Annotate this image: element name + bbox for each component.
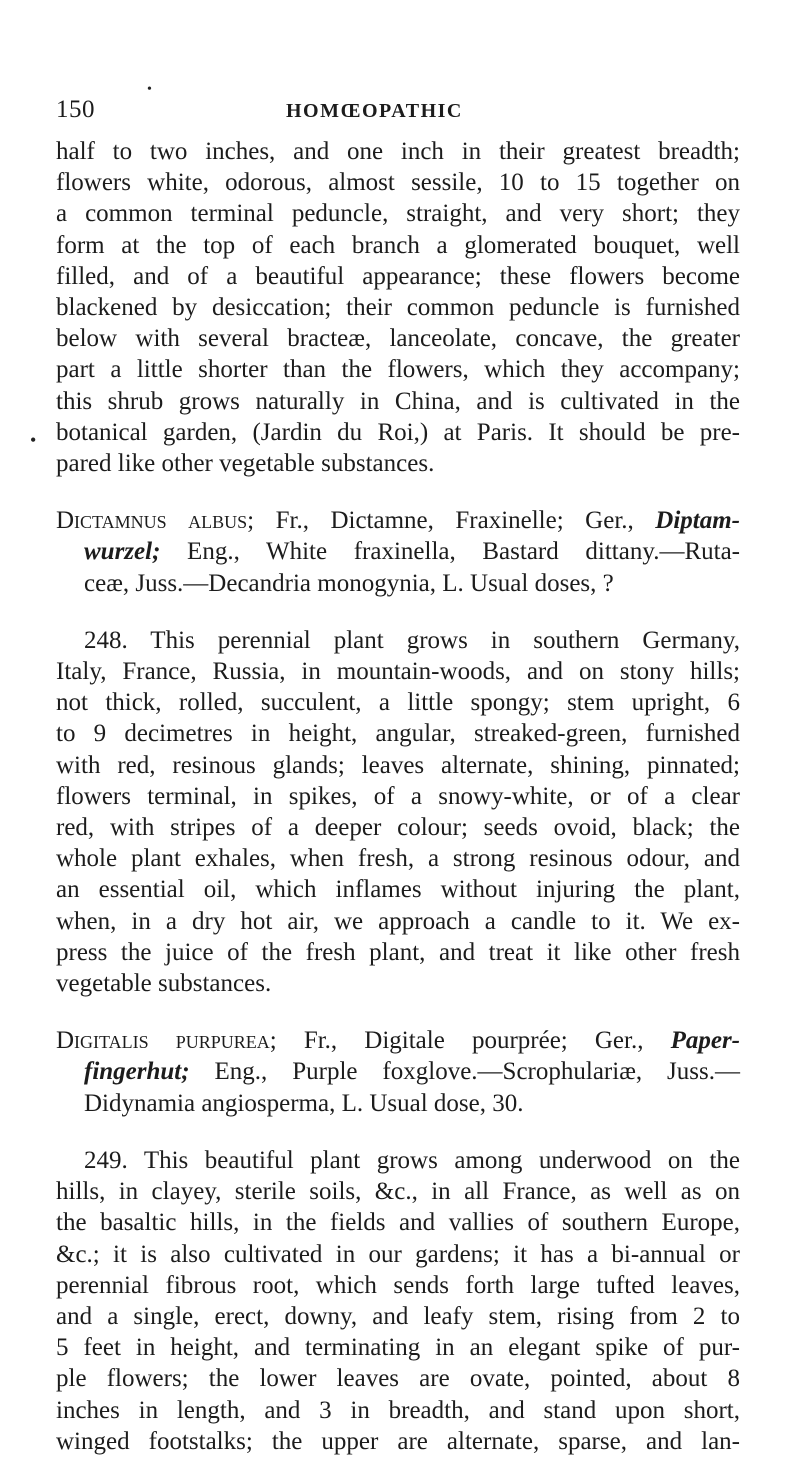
text-line: whole plant exhales, when fresh, a strong resinous odour, and [56, 845, 740, 873]
text-line: ple flowers; the lower leaves are ovate, pointed, about 8 [56, 1365, 740, 1393]
text-line: below with several bracteæ, lanceolate, concave, the greater [56, 325, 740, 353]
margin-bullet-mark: • [30, 430, 37, 450]
text-line: a common terminal peduncle, straight, and very short; they [56, 200, 740, 228]
text-line: not thick, rolled, succulent, a little spongy; stem upright, 6 [56, 689, 740, 717]
heading-text: Eng., Purple foxglove.—Scrophulariæ, Juss.— [189, 1058, 740, 1086]
text-line: half to two inches, and one inch in their greatest breadth; [56, 138, 740, 165]
text-line: 5 feet in height, and terminating in an elegant spike of pur- [56, 1334, 740, 1362]
text-line: perennial fibrous root, which sends forth large tufted leaves, [56, 1271, 740, 1299]
text-line: an essential oil, which inflames without injuring the plant, [56, 876, 740, 904]
text-line: press the juice of the fresh plant, and treat it like other fresh [56, 938, 740, 966]
paragraph-continuation [56, 136, 740, 479]
text-line: part a little shorter than the flowers, which they accompany; [56, 356, 740, 384]
text-line: form at the top of each branch a glomerated bouquet, well [56, 231, 740, 259]
german-name-cont: fingerhut; [84, 1058, 190, 1086]
plant-name: Digitalis purpurea [56, 1027, 270, 1055]
page-header [56, 96, 696, 126]
german-name: Diptam- [655, 507, 740, 535]
text-line: and a single, erect, downy, and leafy stem, rising from 2 to [56, 1302, 740, 1330]
plant-heading-digitalis [56, 1025, 740, 1119]
heading-text: ; Fr., Digitale pourprée; Ger., [269, 1027, 671, 1055]
german-name: Paper- [670, 1027, 740, 1055]
text-line: flowers terminal, in spikes, of a snowy-white, or of a clear [56, 782, 740, 810]
running-head: HOMŒOPATHIC [286, 100, 463, 122]
german-name-cont: wurzel; [84, 538, 161, 566]
text-line: the basaltic hills, in the fields and vallies of southern Europe, [56, 1209, 740, 1237]
heading-text: Eng., White fraxinella, Bastard dittany.—Ruta- [160, 538, 740, 566]
text-line: this shrub grows naturally in China, and is cultivated in the [56, 387, 740, 415]
text-line: flowers white, odorous, almost sessile, 10 to 15 together on [56, 169, 740, 197]
text-line: &c.; it is also cultivated in our gardens; it has a bi-annual or [56, 1240, 740, 1268]
text-line: filled, and of a beautiful appearance; these flowers become [56, 262, 740, 290]
heading-text: Didynamia angiosperma, L. Usual dose, 30. [84, 1089, 524, 1117]
text-line: red, with stripes of a deeper colour; seeds ovoid, black; the [56, 814, 740, 842]
heading-text: ; Fr., Dictamne, Fraxinelle; Ger., [247, 507, 656, 535]
text-line: pared like other vegetable substances. [56, 450, 435, 478]
plant-name: Dictamnus albus [56, 507, 248, 535]
paragraph-248 [56, 625, 740, 999]
body-text [56, 136, 740, 1457]
text-line: with red, resinous glands; leaves alternate, shining, pinnated; [56, 751, 740, 779]
text-line: Italy, France, Russia, in mountain-woods, and on stony hills; [56, 658, 740, 686]
top-dot-mark: • [147, 82, 152, 97]
heading-text: ceæ, Juss.—Decandria monogynia, L. Usual doses, ? [84, 569, 614, 597]
plant-heading-dictamnus [56, 505, 740, 599]
text-line: blackened by desiccation; their common peduncle is furnished [56, 294, 740, 322]
text-line: botanical garden, (Jardin du Roi,) at Paris. It should be pre- [56, 418, 740, 446]
page-number: 150 [56, 96, 95, 123]
text-line: 248. This perennial plant grows in southern Germany, [84, 626, 740, 654]
text-line: winged footstalks; the upper are alternate, sparse, and lan- [56, 1427, 740, 1455]
text-line: vegetable substances. [56, 970, 272, 998]
paragraph-249 [56, 1145, 740, 1457]
text-line: hills, in clayey, sterile soils, &c., in all France, as well as on [56, 1178, 740, 1206]
text-line: inches in length, and 3 in breadth, and stand upon short, [56, 1396, 740, 1424]
text-line: when, in a dry hot air, we approach a candle to it. We ex- [56, 907, 740, 935]
text-line: 249. This beautiful plant grows among underwood on the [84, 1146, 740, 1174]
text-line: to 9 decimetres in height, angular, streaked-green, furnished [56, 720, 740, 748]
